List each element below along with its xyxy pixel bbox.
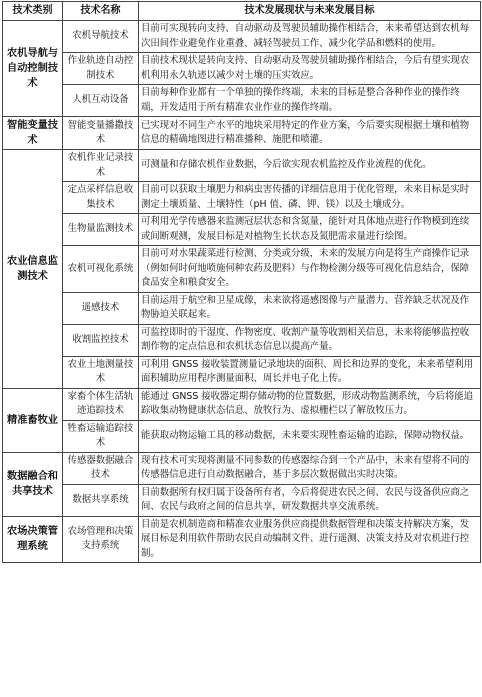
description-cell: 目前数据所有权归属于设备所有者，今后将促进农民之间、农民与设备供应商之间、农民与政府之间的信息共享，研发数据共享交流系统。 <box>139 484 481 516</box>
description-cell: 现有技术可实现将测量不同参数的传感器综合到一个产品中，未来有望将不同的传感器信息进行自动数据融合，基于多层次数据做出实时决策。 <box>139 452 481 484</box>
tech-name-cell: 农机导航技术 <box>63 21 139 53</box>
table-row <box>3 516 481 563</box>
table-row <box>3 292 481 324</box>
tech-name-cell: 传感器数据融合技术 <box>63 452 139 484</box>
description-cell: 目前运用于航空和卫星成像，未来欲将遥感图像与产量潜力、营养缺乏状况及作物胁迫关联起来。 <box>139 292 481 324</box>
table-row <box>3 484 481 516</box>
table-row <box>3 356 481 388</box>
table-row <box>3 388 481 420</box>
header-row <box>3 2 481 21</box>
category-cell: 农场决策管理系统 <box>3 516 63 563</box>
table-row <box>3 117 481 150</box>
table-row <box>3 150 481 182</box>
category-cell: 智能变量技术 <box>3 117 63 150</box>
category-cell: 精准畜牧业 <box>3 388 63 452</box>
description-cell: 目前可对水果蔬菜进行检测、分类或分级，未来的发展方向是将生产商操作记录（例如何时何地喷施何种农药及肥料）与作物检测分级等可视化信息结合，保障食品安全和粮食安全。 <box>139 246 481 293</box>
header-tech-name: 技术名称 <box>63 2 139 21</box>
tech-name-cell: 作业轨迹自动控制技术 <box>63 53 139 85</box>
description-cell: 可监控即时的干湿度、作物密度、收割产量等收割相关信息，未来将能够监控收割作物的定点信息和农机状态信息以提高产量。 <box>139 324 481 356</box>
description-cell: 已实现对不同生产水平的地块采用特定的作业方案，今后要实现根据土壤和植物信息的精确地图进行精准播种、施肥和喷灌。 <box>139 117 481 150</box>
tech-name-cell: 农业土地测量技术 <box>63 356 139 388</box>
description-cell: 目前可实现转向支持、自动驱动及驾驶员辅助操作相结合，未来希望达到农机每次田间作业避免作业重叠、减轻驾驶员工作、减少化学品和燃料的使用。 <box>139 21 481 53</box>
description-cell: 可利用 GNSS 接收装置测量记录地块的面积、周长和边界的变化，未来希望利用面积辅助应用程序测量面积、周长并电子化上传。 <box>139 356 481 388</box>
description-cell: 目前是农机制造商和精准农业服务供应商提供数据管理和决策支持解决方案，发展目标是利用软件帮助农民自动编制文件、进行遥测、决策支持及对农机进行控制。 <box>139 516 481 563</box>
description-cell: 能通过 GNSS 接收器定期存储动物的位置数据，形成动物监测系统，今后将能追踪收集动物健康状态信息、放牧行为、虚拟栅栏以了解放牧压力。 <box>139 388 481 420</box>
description-cell: 目前技术现状是转向支持、自动驱动及驾驶员辅助操作相结合，今后有望实现农机利用永久轨迹以减少对土壤的压实效应。 <box>139 53 481 85</box>
tech-name-cell: 生物量监测技术 <box>63 214 139 246</box>
tech-name-cell: 农机作业记录技术 <box>63 150 139 182</box>
category-cell: 农机导航与自动控制技术 <box>3 21 63 117</box>
tech-name-cell: 人机互动设备 <box>63 85 139 117</box>
table-row <box>3 21 481 53</box>
description-cell: 可测量和存储农机作业数据，今后欲实现农机监控及作业流程的优化。 <box>139 150 481 182</box>
table-row <box>3 53 481 85</box>
tech-name-cell: 家畜个体生活轨迹追踪技术 <box>63 388 139 420</box>
table-row <box>3 452 481 484</box>
description-cell: 目前每种作业都有一个单独的操作终端，未来的目标是整合各种作业的操作终端，开发适用于所有精准农业作业的操作终端。 <box>139 85 481 117</box>
header-description: 技术发展现状与未来发展目标 <box>139 2 481 21</box>
category-cell: 数据融合和共享技术 <box>3 452 63 516</box>
table-row <box>3 182 481 214</box>
tech-name-cell: 农机可视化系统 <box>63 246 139 293</box>
table-row <box>3 85 481 117</box>
header-category: 技术类别 <box>3 2 63 21</box>
table-row <box>3 246 481 293</box>
description-cell: 可利用光学传感器来监测冠层状态和含氮量，能针对具体地点进行作物模到连续或间断观测，发展目标是对植物生长状态及氮肥需求量进行绘图。 <box>139 214 481 246</box>
tech-name-cell: 收割监控技术 <box>63 324 139 356</box>
tech-name-cell: 数据共享系统 <box>63 484 139 516</box>
technology-table <box>2 1 481 563</box>
table-row <box>3 324 481 356</box>
tech-name-cell: 牲畜运输追踪技术 <box>63 420 139 452</box>
table-row <box>3 214 481 246</box>
tech-name-cell: 智能变量播撒技术 <box>63 117 139 150</box>
tech-name-cell: 农场管理和决策支持系统 <box>63 516 139 563</box>
description-cell: 目前可以获取土壤肥力和病虫害传播的详细信息用于优化管理，未来目标是实时测定土壤质量、土壤特性（pH 值、磷、钾、镁）以及土壤成分。 <box>139 182 481 214</box>
category-cell: 农业信息监测技术 <box>3 150 63 389</box>
tech-name-cell: 遥感技术 <box>63 292 139 324</box>
description-cell: 能获取动物运输工具的移动数据，未来要实现牲畜运输的追踪，保障动物权益。 <box>139 420 481 452</box>
tech-name-cell: 定点采样信息收集技术 <box>63 182 139 214</box>
table-row <box>3 420 481 452</box>
